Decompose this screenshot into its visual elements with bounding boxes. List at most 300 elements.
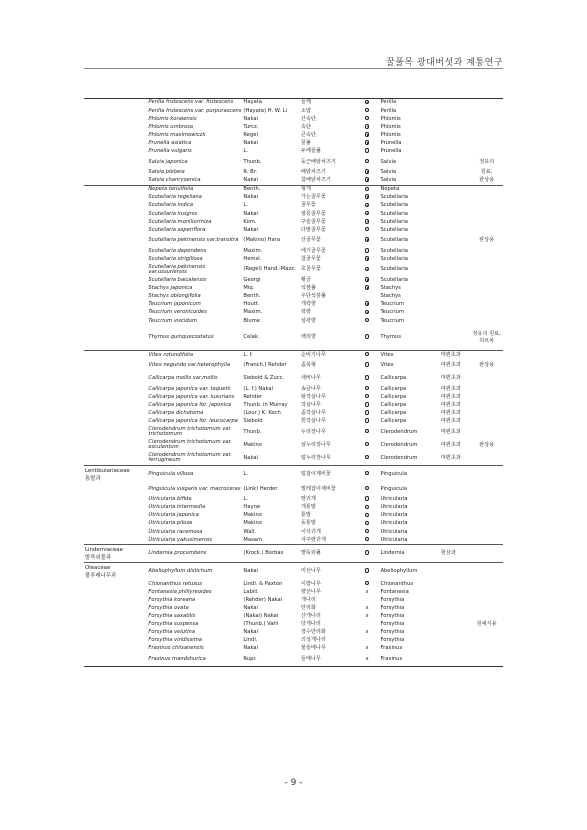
cell-name: Callicarpa japonica var. luxurians — [148, 393, 235, 400]
cell-pf: 마편초과 — [440, 409, 461, 416]
cell-kor: 털누리장나무 — [300, 454, 331, 461]
dotted-circle-icon — [365, 203, 370, 208]
cell-gen: Utricularia — [380, 496, 408, 503]
cell-kor: 꿀풀 — [300, 139, 311, 146]
page-number: - 9 - — [284, 778, 303, 788]
cell-family — [84, 452, 145, 466]
cell-kor: 물들메나무 — [300, 645, 326, 652]
cell-auth: Nakai — [242, 563, 299, 581]
open-circle-icon — [365, 394, 369, 398]
cell-marker — [355, 148, 380, 156]
cell-use: 관상용 — [479, 177, 495, 184]
table-row — [84, 520, 503, 528]
running-header: 꿀풀목 광대버섯과 계통연구 — [385, 58, 503, 68]
cell-pf — [440, 637, 471, 645]
cell-auth: Thunb. — [243, 158, 262, 165]
cell-kor: 다발골무꽃 — [300, 226, 326, 233]
cell-name: Scutellaria indica — [148, 202, 194, 209]
cell-use — [470, 264, 503, 277]
cell-auth: Rehder — [243, 393, 262, 400]
family-latin: Linderniaceae — [85, 547, 123, 554]
cell-marker — [355, 401, 380, 409]
open-circle-icon — [365, 116, 369, 120]
cell-marker — [355, 465, 380, 483]
cell-gen: Forsythia — [380, 621, 405, 628]
cell-pf — [440, 148, 471, 156]
dotted-circle-icon — [365, 277, 370, 282]
cell-marker — [355, 439, 380, 452]
table-row — [84, 277, 503, 285]
cell-auth: Nakai — [243, 177, 259, 184]
cell-name: Teucrium japonicum — [148, 301, 201, 308]
cell-auth: Hayne — [243, 504, 261, 511]
cell-name: Fontanesia phillyreoides — [148, 588, 212, 595]
cell-auth: (Hayata) H. W. Li — [243, 107, 287, 114]
open-circle-icon — [365, 513, 369, 517]
cell-marker — [355, 512, 380, 520]
cell-gen: Teucrium — [380, 317, 405, 324]
cell-kor: 석잠풀 — [300, 285, 316, 292]
table-row — [84, 234, 503, 247]
cell-use — [470, 139, 503, 147]
cell-kor: 들메나무 — [300, 653, 355, 667]
cell-kor: 땅귀개 — [300, 496, 316, 503]
cell-family — [84, 123, 145, 131]
cell-name: Forsythia saxatilis — [148, 613, 196, 620]
cell-use — [470, 613, 503, 621]
cell-use — [470, 301, 503, 309]
cell-name: Salvia plebeia — [148, 169, 185, 176]
cell-marker — [355, 653, 380, 667]
dotted-circle-icon — [365, 310, 370, 315]
cell-use — [470, 596, 503, 604]
cell-kor: 큰속단 — [300, 131, 316, 138]
cell-name: Scutellaria pekinensis var.ussuriensis — [148, 263, 206, 276]
cell-kor: 가는골무꽃 — [300, 194, 326, 201]
cell-pf — [440, 202, 471, 210]
table-row — [84, 588, 503, 596]
cell-gen: Prunella — [380, 148, 402, 154]
cell-marker — [355, 372, 380, 385]
cell-name: Scutellaria regeliana — [148, 194, 202, 201]
table-row — [84, 637, 503, 645]
cell-use — [470, 293, 503, 301]
table-row — [84, 653, 503, 667]
cell-marker — [355, 234, 380, 247]
cell-use — [470, 210, 503, 218]
table-row — [84, 621, 503, 629]
cell-family — [84, 563, 145, 581]
cell-kor: 형개 — [300, 185, 355, 194]
cell-pf — [440, 218, 471, 226]
cell-use — [470, 645, 503, 653]
cell-family — [84, 210, 145, 218]
x-mark-icon: x — [365, 656, 369, 663]
cell-name: Callicarpa japonica for. japonica — [148, 401, 232, 408]
cell-use: 관상용 — [479, 362, 495, 369]
cell-family — [84, 293, 145, 301]
table-row — [84, 218, 503, 226]
table-row — [84, 139, 503, 147]
cell-use — [470, 185, 503, 194]
table-row — [84, 107, 503, 115]
cell-pf — [440, 139, 471, 147]
cell-name: Fraxinus chiisanensis — [148, 645, 204, 652]
cell-kor: 왕작살나무 — [300, 393, 326, 400]
cell-name: Callicarpa japonica for. leucocarpa — [148, 418, 238, 425]
cell-kor: 좀작살나무 — [300, 409, 326, 416]
cell-kor: 좀목형 — [300, 362, 316, 369]
table-row — [84, 264, 503, 277]
cell-pf: 마편초과 — [440, 428, 461, 435]
cell-use — [470, 226, 503, 234]
cell-family — [84, 202, 145, 210]
cell-kor: 구슬골무꽃 — [300, 218, 326, 225]
cell-pf — [440, 169, 471, 177]
cell-family — [84, 637, 145, 645]
cell-pf — [440, 285, 471, 293]
cell-pf — [440, 621, 471, 629]
table-row — [84, 483, 503, 496]
cell-auth: Siebold — [243, 418, 263, 425]
cell-auth: (Rehder) Nakai — [243, 596, 283, 603]
cell-use — [470, 418, 503, 426]
cell-use — [470, 504, 503, 512]
cell-gen: Scutellaria — [380, 277, 408, 284]
cell-auth: Nakai — [243, 210, 259, 217]
cell-kor: 골무꽃 — [300, 202, 316, 209]
cell-use — [470, 202, 503, 210]
cell-family — [84, 621, 145, 629]
cell-use: 정유의 — [479, 158, 495, 165]
cell-name: Lindernia procumbens — [145, 545, 242, 563]
cell-auth: Houtt. — [243, 301, 260, 308]
cell-pf — [440, 653, 471, 667]
table-row — [84, 528, 503, 536]
cell-kor: 작살나무 — [300, 401, 321, 408]
cell-auth: Nakai — [243, 454, 259, 461]
cell-gen: Scutellaria — [380, 237, 408, 244]
cell-gen: Forsythia — [380, 613, 405, 620]
cell-kor: 장수만리화 — [300, 629, 326, 636]
cell-family — [84, 580, 145, 588]
cell-marker — [355, 410, 380, 418]
cell-name: Nepeta tenuifolia — [145, 185, 242, 194]
cell-marker — [355, 309, 380, 317]
cell-family — [84, 234, 145, 247]
table-row — [84, 410, 503, 418]
table-row — [84, 504, 503, 512]
family-korean: 통발과 — [85, 475, 101, 482]
cell-family — [84, 148, 145, 156]
cell-name: Pinguicula vulgaris var. macroceras — [148, 485, 241, 492]
cell-pf — [440, 613, 471, 621]
cell-marker — [355, 202, 380, 210]
cell-family — [84, 351, 145, 360]
cell-marker — [355, 418, 380, 426]
cell-marker — [355, 452, 380, 466]
cell-kor: 섬누리장나무 — [300, 441, 331, 448]
cell-kor: 산골무꽃 — [300, 237, 321, 244]
table-row — [84, 385, 503, 393]
table-row — [84, 169, 503, 177]
dotted-circle-icon — [365, 132, 370, 137]
open-circle-icon — [365, 505, 369, 509]
cell-use — [470, 309, 503, 317]
cell-auth: Nakai — [243, 605, 259, 611]
cell-pf — [440, 309, 471, 317]
cell-use — [470, 563, 503, 581]
cell-family — [84, 115, 145, 123]
cell-name: Scutellaria dependens — [148, 247, 207, 254]
cell-pf — [440, 156, 471, 169]
cell-gen: Salvia — [380, 158, 397, 165]
x-mark-icon: x — [365, 613, 369, 620]
x-mark-icon: x — [365, 629, 369, 636]
cell-auth: L. f. — [242, 351, 299, 360]
cell-kor: 둥근배암차즈기 — [300, 158, 336, 165]
cell-auth: Turcz. — [243, 123, 259, 130]
cell-name: Salvia chanryoenica — [148, 177, 201, 184]
dotted-circle-icon — [365, 219, 370, 224]
cell-family — [84, 613, 145, 621]
cell-family — [84, 317, 145, 325]
dotted-circle-icon — [365, 301, 370, 306]
cell-name: Chionanthus retusus — [148, 580, 202, 587]
cell-auth: L. — [243, 202, 248, 209]
dotted-circle-icon — [365, 285, 370, 290]
cell-name: Teucrium veronicoides — [148, 309, 207, 316]
cell-family — [84, 277, 145, 285]
cell-name: Vitex rotundifolia — [145, 351, 242, 360]
cell-family — [84, 226, 145, 234]
table-row — [84, 401, 503, 409]
cell-name: Phlomis umbrosa — [148, 123, 194, 130]
cell-gen: Nepeta — [379, 185, 439, 194]
cell-pf — [440, 210, 471, 218]
cell-use — [470, 426, 503, 439]
cell-marker — [355, 325, 380, 351]
family-latin: Lentibulariaceae — [85, 467, 130, 474]
cell-use — [470, 317, 503, 325]
cell-family — [84, 520, 145, 528]
cell-name: Clerodendrum trichotomum var. ferrugineum — [148, 452, 232, 464]
header-rule — [84, 68, 503, 69]
cell-use — [470, 277, 503, 285]
cell-gen: Phlomis — [380, 123, 401, 130]
cell-marker — [355, 545, 380, 563]
cell-auth: Benth. — [242, 185, 299, 194]
cell-family — [84, 256, 145, 264]
table-row — [84, 452, 503, 466]
dotted-circle-icon — [365, 124, 370, 129]
open-circle-icon — [365, 318, 369, 322]
cell-pf — [440, 629, 471, 637]
cell-gen: Scutellaria — [380, 202, 408, 209]
cell-pf — [440, 645, 471, 653]
cell-pf — [440, 107, 471, 115]
cell-family — [84, 545, 145, 563]
cell-pf: 마편초과 — [440, 393, 461, 400]
cell-marker — [355, 185, 380, 194]
cell-name: Utricularia racemosa — [148, 528, 203, 535]
cell-gen: Scutellaria — [380, 226, 408, 233]
cell-auth: Nakai — [243, 115, 259, 122]
cell-auth: Kom. — [243, 218, 257, 225]
open-circle-icon — [365, 429, 369, 433]
table-row — [84, 210, 503, 218]
cell-auth: Nakai — [243, 226, 259, 233]
cell-name: Utricularia pilosa — [148, 520, 193, 527]
cell-name: Scutellaria asperiflora — [148, 226, 206, 233]
cell-kor: 만리화 — [300, 605, 316, 611]
table-row — [84, 99, 503, 108]
cell-use — [470, 393, 503, 401]
open-circle-icon — [365, 410, 369, 414]
cell-name: Clerodendrum trichotomum var. trichotomum — [148, 426, 232, 438]
cell-gen: Teucrium — [380, 301, 405, 308]
cell-marker — [355, 293, 380, 301]
cell-auth: R. Br. — [243, 169, 258, 176]
table-row — [84, 177, 503, 186]
cell-kor: 산속단 — [300, 115, 316, 122]
table-row — [84, 309, 503, 317]
cell-family — [84, 218, 145, 226]
cell-name: Utricularia intermedia — [148, 504, 206, 511]
cell-pf — [440, 264, 471, 277]
cell-gen: Callicarpa — [380, 385, 407, 392]
cell-marker — [355, 285, 380, 293]
table-row — [84, 426, 503, 439]
cell-use — [470, 247, 503, 255]
cell-use — [470, 148, 503, 156]
cell-gen: Utricularia — [380, 512, 408, 519]
cell-pf: 마편초과 — [440, 351, 471, 360]
cell-pf: 마편초과 — [440, 401, 461, 408]
cell-gen: Callicarpa — [380, 393, 407, 400]
dotted-circle-icon — [365, 267, 370, 272]
cell-marker — [355, 563, 380, 581]
cell-marker — [355, 483, 380, 496]
cell-family — [84, 410, 145, 418]
cell-gen: Vitex — [380, 362, 394, 369]
cell-family — [84, 325, 145, 351]
cell-family — [84, 512, 145, 520]
cell-family — [84, 401, 145, 409]
cell-kor: 새비나무 — [300, 375, 321, 382]
cell-marker — [355, 123, 380, 131]
open-circle-icon — [365, 334, 369, 338]
cell-auth: Masam. — [243, 536, 264, 543]
cell-auth: (Makino) Hara — [243, 237, 281, 244]
table-row — [84, 351, 503, 360]
cell-name: Scutellaria strigillosa — [148, 255, 203, 262]
cell-pf — [440, 234, 471, 247]
cell-use — [470, 605, 503, 613]
cell-marker — [355, 520, 380, 528]
cell-auth: (L. f.) Nakai — [243, 385, 273, 392]
cell-use — [470, 99, 503, 108]
cell-pf: 마편초과 — [440, 418, 461, 425]
table-row — [84, 372, 503, 385]
table-row — [84, 359, 503, 372]
dotted-circle-icon — [365, 194, 370, 199]
cell-kor: 소엽 — [300, 107, 311, 114]
cell-pf: 마편초과 — [440, 454, 461, 461]
table-row — [84, 645, 503, 653]
cell-family — [84, 536, 145, 545]
cell-family — [84, 588, 145, 596]
cell-family — [84, 139, 145, 147]
cell-gen: Teucrium — [380, 309, 405, 316]
cell-marker — [355, 317, 380, 325]
table-row — [84, 596, 503, 604]
cell-family — [84, 194, 145, 202]
cell-gen: Chionanthus — [380, 580, 414, 587]
cell-auth: (Link) Herder — [243, 485, 278, 492]
cell-auth: Nakai — [243, 645, 259, 652]
cell-name: Teucrium viscidum — [148, 317, 197, 324]
dotted-circle-icon — [365, 169, 370, 174]
cell-gen: Lindernia — [379, 545, 439, 563]
cell-kor: 향선나무 — [300, 588, 321, 595]
dotted-circle-icon — [365, 140, 370, 145]
cell-pf: 현삼과 — [440, 545, 471, 563]
cell-family — [84, 426, 145, 439]
cell-name: Forsythia koreana — [148, 596, 196, 603]
cell-marker — [355, 218, 380, 226]
table-row — [84, 613, 503, 621]
cell-gen: Scutellaria — [380, 218, 408, 225]
cell-gen: Callicarpa — [380, 409, 407, 416]
cell-name: Prunella vulgaris — [148, 148, 192, 154]
cell-family — [84, 496, 145, 504]
cell-use — [470, 285, 503, 293]
cell-use: 관상용 — [479, 441, 495, 448]
cell-family — [84, 99, 145, 108]
cell-kor: 광릉골무꽃 — [300, 210, 326, 217]
open-circle-icon — [365, 187, 369, 191]
cell-name: Forsythia viridissima — [148, 637, 202, 644]
cell-family — [84, 385, 145, 393]
cell-name: Scutellaria insignis — [148, 210, 198, 217]
cell-kor: 자주땅귀개 — [300, 536, 326, 543]
cell-name: Scutellaria pekinensis var.transitra — [148, 237, 239, 244]
cell-family — [84, 301, 145, 309]
cell-auth: Siebold & Zucc. — [243, 375, 285, 382]
cell-pf — [440, 536, 471, 545]
open-circle-icon — [365, 362, 369, 366]
cell-use — [470, 385, 503, 393]
cell-pf — [440, 504, 471, 512]
table-row — [84, 418, 503, 426]
cell-kor: 당개나리 — [300, 621, 321, 628]
cell-name: Vitex negundo var.heterophylla — [148, 362, 231, 369]
cell-pf — [440, 483, 471, 496]
table-row — [84, 115, 503, 123]
cell-family — [84, 131, 145, 139]
cell-name: Scutellaria baicalensis — [148, 277, 207, 284]
table-row — [84, 156, 503, 169]
cell-pf — [440, 588, 471, 596]
cell-name: Callicarpa dichotoma — [148, 409, 204, 416]
cell-pf — [440, 325, 471, 351]
cell-kor: 참배암차즈기 — [300, 177, 331, 184]
cell-gen: Scutellaria — [380, 194, 408, 201]
open-circle-icon — [365, 486, 369, 490]
cell-auth: Nakai — [243, 194, 259, 201]
cell-use — [470, 372, 503, 385]
